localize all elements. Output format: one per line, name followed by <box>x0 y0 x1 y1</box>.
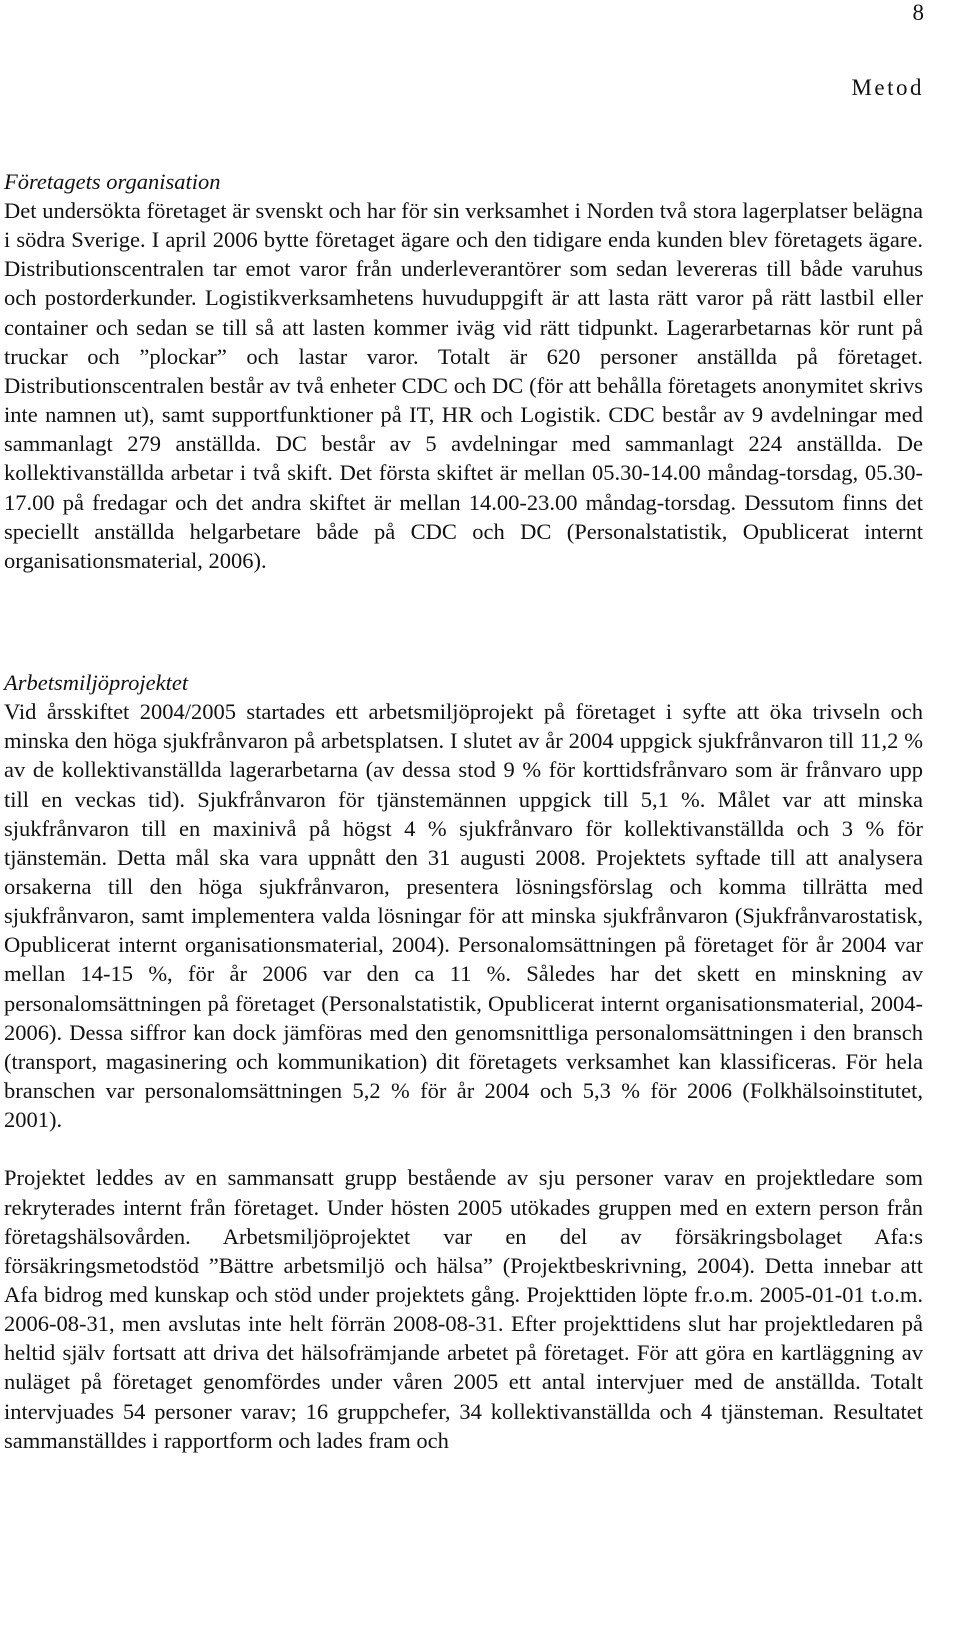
paragraph: Vid årsskiftet 2004/2005 startades ett arbetsmiljöprojekt på företaget i syfte att öka trivseln och minska den höga sjukfrånvaron på arbetsplatsen. I slutet av år 2004 uppgick sjukfrånvaron till 11,2 % av de kollektivanställda lagerarbetarna (av dessa stod 9 % för korttidsfrånvaro som är frånvaro upp till en veckas tid). Sjukfrånvaron för tjänstemännen uppgick till 5,1 %. Målet var att minska sjukfrånvaron till en maxinivå på högst 4 % sjukfrånvaro för kollektivanställda och 3 % för tjänstemän. Detta mål ska vara uppnått den 31 augusti 2008. Projektets syftade till att analysera orsakerna till den höga sjukfrånvaron, presentera lösningsförslag och komma tillrätta med sjukfrånvaron, samt implementera valda lösningar för att minska sjukfrånvaron (Sjukfrånvarostatisk, Opublicerat internt organisationsmaterial, 2004). Personalomsättningen på företaget för år 2004 var mellan 14-15 %, för år 2006 var den ca 11 %. Således har det skett en minskning av personalomsättningen på företaget (Personalstatistik, Opublicerat internt organisationsmaterial, 2004-2006). Dessa siffror kan dock jämföras med den genomsnittliga personalomsättningen i den bransch (transport, magasinering och kommunikation) dit företagets verksamhet kan klassificeras. För hela branschen var personalomsättningen 5,2 % för år 2004 och 5,3 % för 2006 (Folkhälsoinstitutet, 2001). <box>4 699 923 1133</box>
paragraph-spacer <box>4 1134 923 1163</box>
section-arbetsmiljoprojektet <box>4 668 923 1455</box>
section-spacer <box>4 575 923 668</box>
section-heading: Arbetsmiljöprojektet <box>4 670 189 696</box>
paragraph: Det undersökta företaget är svenskt och har för sin verksamhet i Norden två stora lagerplatser belägna i södra Sverige. I april 2006 bytte företaget ägare och den tidigare enda kunden blev företagets ägare. Distributionscentralen tar emot varor från underleverantörer som sedan levereras till både varuhus och postorderkunder. Logistikverksamhetens huvuduppgift är att lasta rätt varor på rätt lastbil eller container och sedan se till så att lasten kommer iväg vid rätt tidpunkt. Lagerarbetarnas kör runt på truckar och ”plockar” och lastar varor. Totalt är 620 personer anställda på företaget. Distributionscentralen består av två enheter CDC och DC (för att behålla företagets anonymitet skrivs inte namnen ut), samt supportfunktioner på IT, HR och Logistik. CDC består av 9 avdelningar med sammanlagt 279 anställda. DC består av 5 avdelningar med sammanlagt 224 anställda. De kollektivanställda arbetar i två skift. Det första skiftet är mellan 05.30-14.00 måndag-torsdag, 05.30-17.00 på fredagar och det andra skiftet är mellan 14.00-23.00 måndag-torsdag. Dessutom finns det speciellt anställda helgarbetare både på CDC och DC (Personalstatistik, Opublicerat internt organisationsmaterial, 2006). <box>4 198 923 573</box>
page-number: 8 <box>912 0 924 25</box>
document-body <box>4 167 923 1455</box>
chapter-title: Metod <box>851 75 924 100</box>
section-heading: Företagets organisation <box>4 169 221 194</box>
section-foretagets-organisation <box>4 167 923 575</box>
paragraph: Projektet leddes av en sammansatt grupp bestående av sju personer varav en projektledare som rekryterades internt från företaget. Under hösten 2005 utökades gruppen med en extern person från företagshälsovården. Arbetsmiljöprojektet var en del av försäkringsbolaget Afa:s försäkringsmetodstöd ”Bättre arbetsmiljö och hälsa” (Projektbeskrivning, 2004). Detta innebar att Afa bidrog med kunskap och stöd under projektets gång. Projekttiden löpte fr.o.m. 2005-01-01 t.o.m. 2006-08-31, men avslutas inte helt förrän 2008-08-31. Efter projekttidens slut har projektledaren på heltid själv fortsatt att driva det hälsofrämjande arbetet på företaget. För att göra en kartläggning av nuläget på företaget genomfördes under våren 2005 ett antal intervjuer med de anställda. Totalt intervjuades 54 personer varav; 16 gruppchefer, 34 kollektivanställda och 4 tjänsteman. Resultatet sammanställdes i rapportform och lades fram och <box>4 1165 923 1453</box>
